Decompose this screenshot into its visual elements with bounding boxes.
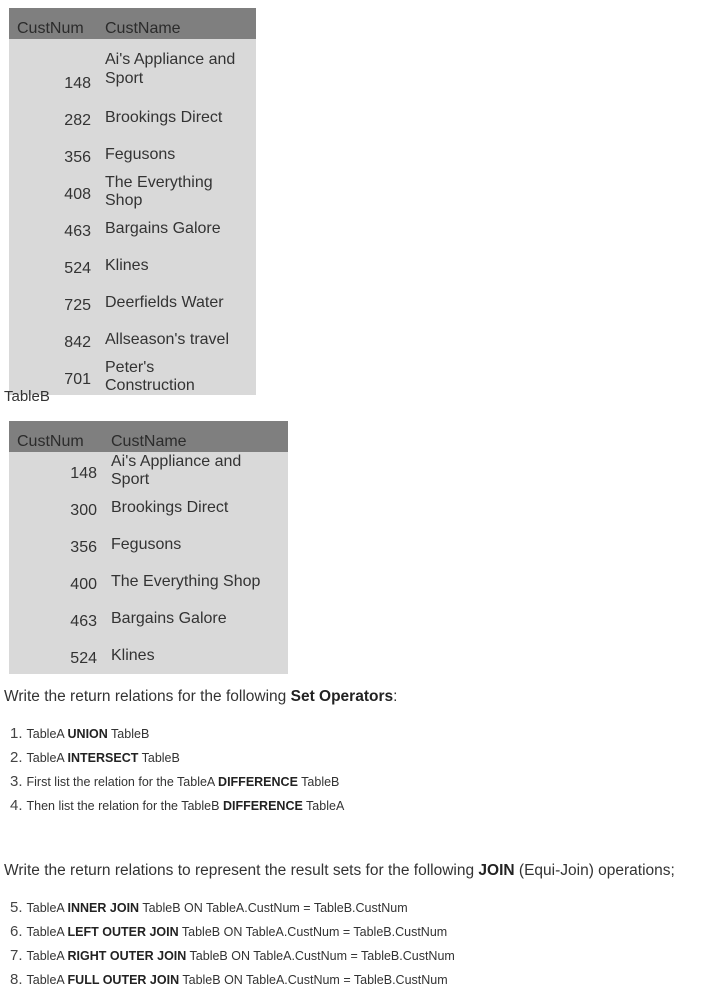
table-b-title: TableB (4, 388, 50, 405)
custnum-cell: 463 (64, 223, 91, 240)
join-operations-intro (4, 862, 675, 880)
custnum-cell: 524 (64, 260, 91, 277)
item-text: TableA (26, 727, 68, 741)
custnum-cell: 300 (70, 502, 97, 519)
table-row (9, 489, 288, 526)
item-keyword: DIFFERENCE (218, 775, 298, 789)
item-keyword: DIFFERENCE (222, 799, 303, 813)
table-row (9, 210, 256, 247)
custname-cell: Klines (111, 646, 155, 664)
item-number: 3. (10, 773, 23, 790)
set-operators-intro (4, 688, 397, 706)
item-text: TableB (107, 727, 150, 741)
item-text: TableA (302, 799, 345, 813)
custnum-cell: 148 (64, 75, 91, 92)
custnum-cell: 356 (70, 539, 97, 556)
custnum-cell: 282 (64, 112, 91, 129)
custnum-cell: 842 (64, 334, 91, 351)
list-item (10, 770, 344, 794)
table-row (9, 99, 256, 136)
item-text: TableB ON TableA.CustNum = TableB.CustNum (186, 949, 455, 963)
item-number: 7. (10, 947, 23, 964)
table-a (9, 8, 256, 395)
item-keyword: FULL OUTER JOIN (67, 973, 180, 987)
item-number: 1. (10, 725, 23, 742)
table-row (9, 452, 288, 489)
custname-cell: Fegusons (105, 145, 176, 163)
set-intro-pre: Write the return relations for the following (4, 688, 291, 705)
custnum-cell: 400 (70, 576, 97, 593)
table-a-header-custnum: CustNum (9, 8, 97, 39)
table-b-header-row (9, 421, 288, 452)
custname-cell: Brookings Direct (111, 498, 229, 516)
table-row (9, 321, 256, 358)
custname-cell: Peter's Construction (105, 358, 195, 394)
table-a-header-row (9, 8, 256, 39)
item-text: TableA (26, 751, 68, 765)
table-b-header-custnum: CustNum (9, 421, 103, 452)
table-row (9, 39, 256, 99)
table-b-header-custname: CustName (103, 421, 288, 452)
item-text: Then list the relation for the TableB (26, 799, 223, 813)
table-row (9, 563, 288, 600)
table-row (9, 247, 256, 284)
item-text: First list the relation for the TableA (26, 775, 219, 789)
custnum-cell: 356 (64, 149, 91, 166)
item-keyword: INNER JOIN (67, 901, 140, 915)
custnum-cell: 408 (64, 186, 91, 203)
set-intro-bold: Set Operators (290, 688, 394, 705)
item-keyword: LEFT OUTER JOIN (67, 925, 179, 939)
custname-line-1: Ai's Appliance and (105, 51, 236, 68)
custname-cell: Fegusons (111, 535, 182, 553)
custname-cell: The Everything Shop (111, 572, 261, 590)
custname-cell: Bargains Galore (111, 609, 227, 627)
list-item (10, 896, 455, 920)
list-item (10, 722, 344, 746)
custname-cell: Klines (105, 256, 149, 274)
item-number: 2. (10, 749, 23, 766)
list-item (10, 746, 344, 770)
custname-line-2: Sport (105, 70, 144, 87)
item-number: 8. (10, 971, 23, 988)
custnum-cell: 463 (70, 613, 97, 630)
item-text: TableA (26, 949, 68, 963)
item-text: TableB (297, 775, 340, 789)
custname-cell: Ai's Appliance and Sport (111, 452, 242, 488)
item-keyword: INTERSECT (67, 751, 139, 765)
table-row (9, 173, 256, 210)
custname-cell: Brookings Direct (105, 108, 223, 126)
custname-cell: Bargains Galore (105, 219, 221, 237)
item-number: 5. (10, 899, 23, 916)
table-b (9, 421, 288, 674)
custname-cell (97, 39, 256, 99)
join-intro-bold: JOIN (478, 862, 515, 879)
join-intro-pre: Write the return relations to represent the result sets for the following (4, 862, 479, 879)
item-text: TableA (26, 925, 68, 939)
set-operators-list (10, 722, 344, 818)
table-a-header-custname: CustName (97, 8, 256, 39)
item-text: TableA (26, 901, 68, 915)
item-text: TableB ON TableA.CustNum = TableB.CustNum (179, 973, 448, 987)
item-number: 4. (10, 797, 23, 814)
table-row (9, 637, 288, 674)
custnum-cell: 725 (64, 297, 91, 314)
table-row (9, 136, 256, 173)
list-item (10, 794, 344, 818)
custnum-cell: 701 (64, 371, 91, 388)
item-text: TableB ON TableA.CustNum = TableB.CustNum (139, 901, 408, 915)
custname-cell: Allseason's travel (105, 330, 229, 348)
join-intro-post: (Equi-Join) operations; (514, 862, 675, 879)
custname-cell: Deerfields Water (105, 293, 224, 311)
item-keyword: RIGHT OUTER JOIN (67, 949, 187, 963)
item-number: 6. (10, 923, 23, 940)
item-text: TableB ON TableA.CustNum = TableB.CustNum (178, 925, 448, 939)
custnum-cell: 148 (70, 465, 97, 482)
item-text: TableA (26, 973, 68, 987)
list-item (10, 920, 455, 944)
item-keyword: UNION (67, 727, 108, 741)
join-operations-list (10, 896, 455, 992)
table-row (9, 600, 288, 637)
table-row (9, 284, 256, 321)
item-text: TableB (138, 751, 180, 765)
custname-cell: The Everything Shop (105, 173, 213, 209)
table-row (9, 526, 288, 563)
list-item (10, 968, 455, 992)
set-intro-post: : (393, 688, 398, 705)
custnum-cell: 524 (70, 650, 97, 667)
list-item (10, 944, 455, 968)
